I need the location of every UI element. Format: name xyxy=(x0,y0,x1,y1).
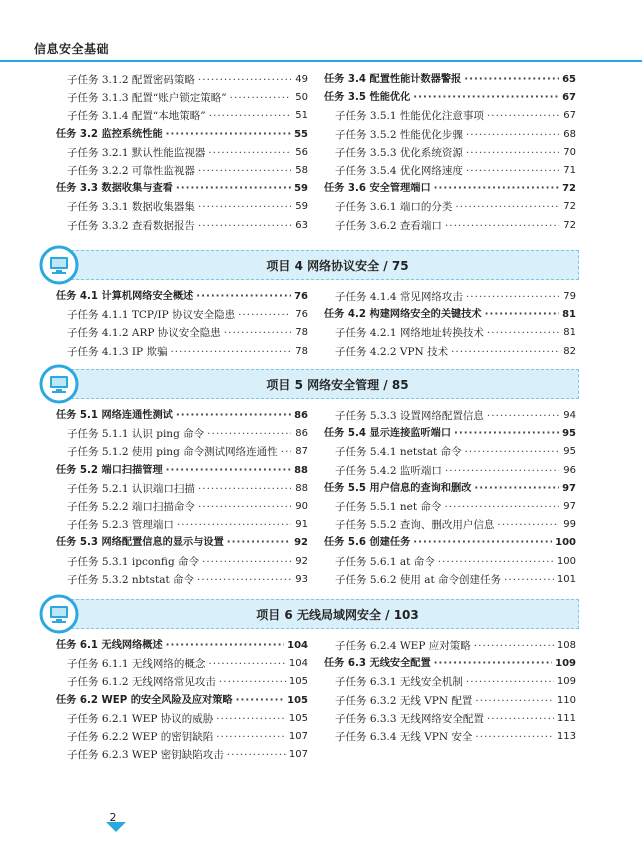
toc-subtask-entry[interactable] xyxy=(56,728,308,746)
project-banner-title: 项目 6 无线局域网安全 / 103 xyxy=(256,608,419,622)
project-banner-6[interactable] xyxy=(56,599,579,629)
page-arrow-icon xyxy=(106,822,126,832)
project-banner-title: 项目 5 网络安全管理 / 85 xyxy=(266,378,409,392)
toc-page-number: 91 xyxy=(295,519,308,531)
toc-entry-label: 子任务 4.1.2 ARP 协议安全隐患 xyxy=(67,327,221,340)
toc-leader-dots xyxy=(445,462,559,480)
toc-leader-dots xyxy=(434,655,552,673)
toc-leader-dots xyxy=(466,144,559,162)
toc-leader-dots xyxy=(438,553,554,571)
toc-leader-dots xyxy=(224,324,291,342)
toc-page-number: 99 xyxy=(563,519,576,531)
toc-task-entry[interactable] xyxy=(56,637,308,655)
toc-subtask-entry[interactable] xyxy=(324,162,576,180)
toc-entry-label: 任务 3.2 监控系统性能 xyxy=(56,128,163,140)
toc-entry-label: 任务 5.1 网络连通性测试 xyxy=(56,410,173,421)
toc-entry-label: 任务 5.6 创建任务 xyxy=(324,537,411,549)
toc-leader-dots xyxy=(166,637,284,655)
toc-entry-label: 子任务 6.2.3 WEP 密钥缺陷攻击 xyxy=(67,749,224,762)
toc-page-number: 68 xyxy=(563,128,576,140)
toc-leader-dots xyxy=(487,710,554,728)
toc-section-6 xyxy=(56,637,576,767)
project-banner-5[interactable] xyxy=(56,369,579,399)
toc-subtask-entry[interactable] xyxy=(324,692,576,710)
toc-entry-label: 子任务 3.3.2 查看数据报告 xyxy=(67,219,195,232)
toc-leader-dots xyxy=(487,107,559,125)
toc-entry-label: 子任务 3.1.3 配置“账户锁定策略” xyxy=(67,92,227,105)
toc-page-number: 78 xyxy=(295,327,308,339)
toc-entry-label: 任务 3.3 数据收集与查看 xyxy=(56,183,173,195)
toc-page-number: 63 xyxy=(295,219,308,231)
toc-page-number: 101 xyxy=(556,573,576,585)
toc-entry-label: 子任务 3.5.3 优化系统资源 xyxy=(335,146,463,159)
toc-page-number: 90 xyxy=(295,500,308,512)
toc-leader-dots xyxy=(413,89,559,107)
toc-subtask-entry[interactable] xyxy=(324,126,576,144)
toc-entry-label: 子任务 4.2.1 网络地址转换技术 xyxy=(335,327,484,340)
toc-task-entry[interactable] xyxy=(56,126,308,144)
toc-leader-dots xyxy=(219,673,286,691)
toc-subtask-entry[interactable] xyxy=(56,89,308,107)
toc-entry-label: 子任务 5.2.1 认识端口扫描 xyxy=(67,482,195,495)
toc-task-entry[interactable] xyxy=(324,480,576,498)
toc-page-number: 70 xyxy=(563,146,576,158)
toc-entry-label: 子任务 6.3.2 无线 VPN 配置 xyxy=(335,694,473,707)
toc-leader-dots xyxy=(227,534,291,552)
toc-page-number: 86 xyxy=(295,428,308,440)
toc-subtask-entry[interactable] xyxy=(56,144,308,162)
toc-entry-label: 子任务 6.2.2 WEP 的密钥缺陷 xyxy=(67,730,214,743)
toc-leader-dots xyxy=(176,407,291,425)
toc-leader-dots xyxy=(466,288,559,306)
toc-page-number: 76 xyxy=(295,309,308,321)
toc-leader-dots xyxy=(475,692,554,710)
toc-leader-dots xyxy=(466,673,554,691)
toc-leader-dots xyxy=(177,516,291,534)
page-header xyxy=(0,38,642,60)
toc-page-number: 92 xyxy=(294,537,308,549)
toc-subtask-entry[interactable] xyxy=(56,571,308,589)
toc-leader-dots xyxy=(451,343,559,361)
toc-task-entry[interactable] xyxy=(56,462,308,480)
toc-subtask-entry[interactable] xyxy=(324,728,576,746)
toc-entry-label: 子任务 5.3.2 nbtstat 命令 xyxy=(67,573,195,586)
toc-leader-dots xyxy=(198,217,291,235)
toc-entry-label: 子任务 5.5.1 net 命令 xyxy=(335,500,442,513)
toc-leader-dots xyxy=(166,462,291,480)
toc-page-number: 86 xyxy=(294,410,308,421)
toc-leader-dots xyxy=(236,692,285,710)
toc-subtask-entry[interactable] xyxy=(56,324,308,342)
toc-page-number: 95 xyxy=(563,446,576,458)
toc-subtask-entry[interactable] xyxy=(324,217,576,235)
toc-leader-dots xyxy=(198,198,291,216)
toc-entry-label: 子任务 3.5.4 优化网络速度 xyxy=(335,164,463,177)
toc-subtask-entry[interactable] xyxy=(324,498,576,516)
toc-entry-label: 子任务 3.6.1 端口的分类 xyxy=(335,201,453,214)
header-rule xyxy=(0,60,642,62)
toc-subtask-entry[interactable] xyxy=(324,288,576,306)
toc-subtask-entry[interactable] xyxy=(324,144,576,162)
toc-entry-label: 任务 3.5 性能优化 xyxy=(324,92,411,104)
toc-entry-label: 子任务 4.2.2 VPN 技术 xyxy=(335,345,449,358)
toc-subtask-entry[interactable] xyxy=(56,516,308,534)
toc-entry-label: 子任务 5.3.1 ipconfig 命令 xyxy=(67,555,199,568)
toc-entry-label: 子任务 6.2.4 WEP 应对策略 xyxy=(335,640,471,652)
toc-task-entry[interactable] xyxy=(56,180,308,198)
page-number: 2 xyxy=(109,811,117,824)
toc-leader-dots xyxy=(474,480,559,498)
toc-page-number: 95 xyxy=(562,428,576,440)
toc-page-number: 72 xyxy=(562,183,576,195)
toc-left-column xyxy=(56,71,308,235)
toc-leader-dots xyxy=(485,306,559,324)
toc-page-number: 97 xyxy=(563,500,576,512)
toc-page-number: 109 xyxy=(555,658,576,670)
toc-leader-dots xyxy=(208,144,291,162)
toc-entry-label: 任务 5.3 网络配置信息的显示与设置 xyxy=(56,537,224,549)
toc-subtask-entry[interactable] xyxy=(56,198,308,216)
toc-entry-label: 子任务 6.2.1 WEP 协议的威胁 xyxy=(67,712,214,725)
toc-subtask-entry[interactable] xyxy=(56,71,308,89)
toc-leader-dots xyxy=(475,728,554,746)
toc-page-number: 59 xyxy=(295,201,308,213)
toc-leader-dots xyxy=(497,516,559,534)
toc-page-number: 107 xyxy=(288,730,308,742)
toc-subtask-entry[interactable] xyxy=(324,343,576,361)
toc-leader-dots xyxy=(455,198,559,216)
toc-subtask-entry[interactable] xyxy=(324,637,576,655)
toc-leader-dots xyxy=(474,637,554,655)
toc-page-number: 79 xyxy=(563,291,576,302)
toc-task-entry[interactable] xyxy=(324,655,576,673)
toc-entry-label: 子任务 6.1.2 无线网络常见攻击 xyxy=(67,676,216,689)
toc-page-number: 67 xyxy=(562,92,576,104)
toc-page-number: 88 xyxy=(294,464,308,476)
toc-leader-dots xyxy=(445,217,559,235)
toc-left-column xyxy=(56,407,308,589)
toc-entry-label: 子任务 4.1.3 IP 欺骗 xyxy=(67,345,168,358)
toc-page-number: 105 xyxy=(288,712,308,724)
toc-page-number: 81 xyxy=(563,327,576,339)
toc-leader-dots xyxy=(466,126,559,144)
toc-page-number: 76 xyxy=(294,291,308,302)
toc-leader-dots xyxy=(202,553,291,571)
toc-leader-dots xyxy=(487,324,559,342)
toc-leader-dots xyxy=(198,480,291,498)
toc-page-number: 58 xyxy=(295,164,308,176)
toc-page-number: 94 xyxy=(563,410,576,421)
toc-subtask-entry[interactable] xyxy=(324,571,576,589)
toc-page-number: 111 xyxy=(556,712,576,724)
toc-page-number: 88 xyxy=(295,482,308,494)
toc-left-column xyxy=(56,288,308,361)
toc-entry-label: 任务 3.6 安全管理端口 xyxy=(324,183,431,195)
toc-entry-label: 子任务 3.1.4 配置“本地策略” xyxy=(67,110,206,123)
toc-subtask-entry[interactable] xyxy=(324,462,576,480)
toc-leader-dots xyxy=(227,746,286,764)
toc-subtask-entry[interactable] xyxy=(324,673,576,691)
toc-entry-label: 子任务 5.6.1 at 命令 xyxy=(335,555,435,568)
toc-leader-dots xyxy=(216,710,286,728)
toc-leader-dots xyxy=(465,443,559,461)
toc-right-column xyxy=(324,407,576,589)
toc-page-number: 110 xyxy=(556,694,576,706)
toc-entry-label: 子任务 5.2.3 管理端口 xyxy=(67,519,174,532)
toc-subtask-entry[interactable] xyxy=(56,498,308,516)
toc-leader-dots xyxy=(464,71,559,89)
toc-subtask-entry[interactable] xyxy=(324,107,576,125)
toc-task-entry[interactable] xyxy=(56,692,308,710)
project-banner-4[interactable] xyxy=(56,250,579,280)
toc-leader-dots xyxy=(170,343,291,361)
toc-entry-label: 子任务 5.4.2 监听端口 xyxy=(335,464,442,477)
toc-entry-label: 任务 4.2 构建网络安全的关键技术 xyxy=(324,309,482,321)
toc-leader-dots xyxy=(198,162,291,180)
toc-page-number: 82 xyxy=(563,345,576,357)
toc-leader-dots xyxy=(434,180,559,198)
toc-task-entry[interactable] xyxy=(324,180,576,198)
toc-page-number: 96 xyxy=(563,464,576,476)
toc-leader-dots xyxy=(454,425,559,443)
toc-subtask-entry[interactable] xyxy=(324,710,576,728)
toc-entry-label: 子任务 5.5.2 查询、删改用户信息 xyxy=(335,519,495,532)
toc-page-number: 97 xyxy=(562,482,576,494)
toc-task-entry[interactable] xyxy=(324,89,576,107)
toc-entry-label: 子任务 3.5.2 性能优化步骤 xyxy=(335,128,463,141)
toc-subtask-entry[interactable] xyxy=(56,425,308,443)
toc-page-number: 51 xyxy=(295,110,308,122)
toc-right-column xyxy=(324,71,576,235)
toc-entry-label: 子任务 5.3.3 设置网络配置信息 xyxy=(335,410,484,422)
toc-subtask-entry[interactable] xyxy=(56,655,308,673)
toc-page-number: 93 xyxy=(295,573,308,585)
toc-leader-dots xyxy=(198,71,291,89)
toc-task-entry[interactable] xyxy=(324,71,576,89)
toc-entry-label: 任务 3.4 配置性能计数器警报 xyxy=(324,74,462,85)
toc-subtask-entry[interactable] xyxy=(56,162,308,180)
toc-page-number: 72 xyxy=(563,201,576,213)
toc-entry-label: 子任务 3.1.2 配置密码策略 xyxy=(67,74,195,86)
toc-section-5 xyxy=(56,407,576,592)
toc-entry-label: 子任务 4.1.1 TCP/IP 协议安全隐患 xyxy=(67,309,236,322)
toc-entry-label: 任务 6.3 无线安全配置 xyxy=(324,658,431,670)
toc-leader-dots xyxy=(230,89,291,107)
toc-leader-dots xyxy=(166,126,291,144)
toc-page-number: 71 xyxy=(563,164,576,176)
toc-page-number: 104 xyxy=(287,640,308,651)
toc-leader-dots xyxy=(176,180,291,198)
toc-page-number: 105 xyxy=(288,676,308,688)
toc-right-column xyxy=(324,637,576,746)
toc-subtask-entry[interactable] xyxy=(56,107,308,125)
book-title: 信息安全基础 xyxy=(34,42,110,56)
toc-entry-label: 子任务 3.6.2 查看端口 xyxy=(335,219,442,232)
toc-subtask-entry[interactable] xyxy=(324,198,576,216)
toc-leader-dots xyxy=(197,571,291,589)
toc-left-column xyxy=(56,637,308,764)
toc-entry-label: 子任务 6.3.4 无线 VPN 安全 xyxy=(335,730,473,743)
toc-leader-dots xyxy=(238,306,291,324)
toc-page-number: 100 xyxy=(555,537,576,549)
toc-entry-label: 子任务 5.1.1 认识 ping 命令 xyxy=(67,428,205,441)
toc-leader-dots xyxy=(216,728,286,746)
toc-section-3-continued xyxy=(56,71,576,236)
toc-subtask-entry[interactable] xyxy=(324,324,576,342)
toc-page-number: 92 xyxy=(295,555,308,567)
toc-page-number: 65 xyxy=(562,74,576,85)
toc-page-number: 113 xyxy=(556,730,576,742)
toc-entry-label: 子任务 3.5.1 性能优化注意事项 xyxy=(335,110,484,123)
toc-entry-label: 子任务 6.3.1 无线安全机制 xyxy=(335,676,463,689)
toc-subtask-entry[interactable] xyxy=(56,553,308,571)
toc-page-number: 67 xyxy=(563,110,576,122)
toc-section-4 xyxy=(56,288,576,363)
toc-subtask-entry[interactable] xyxy=(56,217,308,235)
toc-subtask-entry[interactable] xyxy=(56,673,308,691)
toc-task-entry[interactable] xyxy=(56,407,308,425)
toc-page-number: 78 xyxy=(295,345,308,357)
toc-entry-label: 子任务 3.2.1 默认性能监视器 xyxy=(67,146,206,159)
toc-subtask-entry[interactable] xyxy=(324,553,576,571)
toc-entry-label: 子任务 5.2.2 端口扫描命令 xyxy=(67,500,195,513)
toc-leader-dots xyxy=(196,288,291,306)
toc-entry-label: 子任务 3.3.1 数据收集器集 xyxy=(67,201,195,214)
toc-subtask-entry[interactable] xyxy=(56,443,308,461)
toc-entry-label: 子任务 6.1.1 无线网络的概念 xyxy=(67,658,206,671)
toc-page-number: 49 xyxy=(295,74,308,85)
toc-page-number: 108 xyxy=(556,640,576,651)
toc-entry-label: 任务 5.5 用户信息的查询和删改 xyxy=(324,482,472,494)
toc-page-number: 72 xyxy=(563,219,576,231)
toc-page-number: 105 xyxy=(287,694,308,706)
project-banner-title: 项目 4 网络协议安全 / 75 xyxy=(266,259,409,273)
toc-subtask-entry[interactable] xyxy=(56,710,308,728)
toc-entry-label: 子任务 5.4.1 netstat 命令 xyxy=(335,446,462,459)
toc-entry-label: 任务 5.4 显示连接监听端口 xyxy=(324,428,452,440)
toc-task-entry[interactable] xyxy=(324,306,576,324)
toc-leader-dots xyxy=(198,498,291,516)
toc-leader-dots xyxy=(504,571,554,589)
toc-page-number: 100 xyxy=(556,555,576,567)
toc-entry-label: 子任务 5.6.2 使用 at 命令创建任务 xyxy=(335,573,502,586)
toc-entry-label: 任务 6.2 WEP 的安全风险及应对策略 xyxy=(56,694,233,706)
toc-entry-label: 子任务 5.1.2 使用 ping 命令测试网络连通性 xyxy=(67,446,278,459)
toc-leader-dots xyxy=(207,425,291,443)
toc-entry-label: 子任务 6.3.3 无线网络安全配置 xyxy=(335,712,484,725)
toc-leader-dots xyxy=(466,162,559,180)
toc-page-number: 81 xyxy=(562,309,576,321)
toc-task-entry[interactable] xyxy=(56,288,308,306)
toc-task-entry[interactable] xyxy=(324,425,576,443)
toc-leader-dots xyxy=(413,534,552,552)
toc-task-entry[interactable] xyxy=(324,534,576,552)
toc-page-number: 50 xyxy=(295,92,308,104)
toc-subtask-entry[interactable] xyxy=(324,516,576,534)
toc-page-number: 59 xyxy=(294,183,308,195)
toc-page-number: 109 xyxy=(556,676,576,688)
toc-page-number: 55 xyxy=(294,128,308,140)
toc-leader-dots xyxy=(487,407,559,425)
toc-subtask-entry[interactable] xyxy=(56,480,308,498)
toc-right-column xyxy=(324,288,576,361)
toc-subtask-entry[interactable] xyxy=(56,746,308,764)
toc-entry-label: 子任务 3.2.2 可靠性监视器 xyxy=(67,164,195,177)
toc-page-number: 104 xyxy=(288,658,308,670)
toc-page-number: 107 xyxy=(288,749,308,761)
toc-leader-dots xyxy=(444,498,559,516)
toc-page-number: 56 xyxy=(295,146,308,158)
toc-leader-dots xyxy=(209,107,291,125)
toc-leader-dots xyxy=(208,655,286,673)
toc-entry-label: 子任务 4.1.4 常见网络攻击 xyxy=(335,291,463,303)
toc-leader-dots xyxy=(281,443,291,461)
toc-entry-label: 任务 6.1 无线网络概述 xyxy=(56,640,163,651)
toc-subtask-entry[interactable] xyxy=(324,407,576,425)
toc-task-entry[interactable] xyxy=(56,534,308,552)
toc-entry-label: 任务 4.1 计算机网络安全概述 xyxy=(56,291,194,302)
toc-subtask-entry[interactable] xyxy=(324,443,576,461)
toc-page-number: 87 xyxy=(295,446,308,458)
toc-subtask-entry[interactable] xyxy=(56,306,308,324)
toc-subtask-entry[interactable] xyxy=(56,343,308,361)
toc-entry-label: 任务 5.2 端口扫描管理 xyxy=(56,464,163,476)
